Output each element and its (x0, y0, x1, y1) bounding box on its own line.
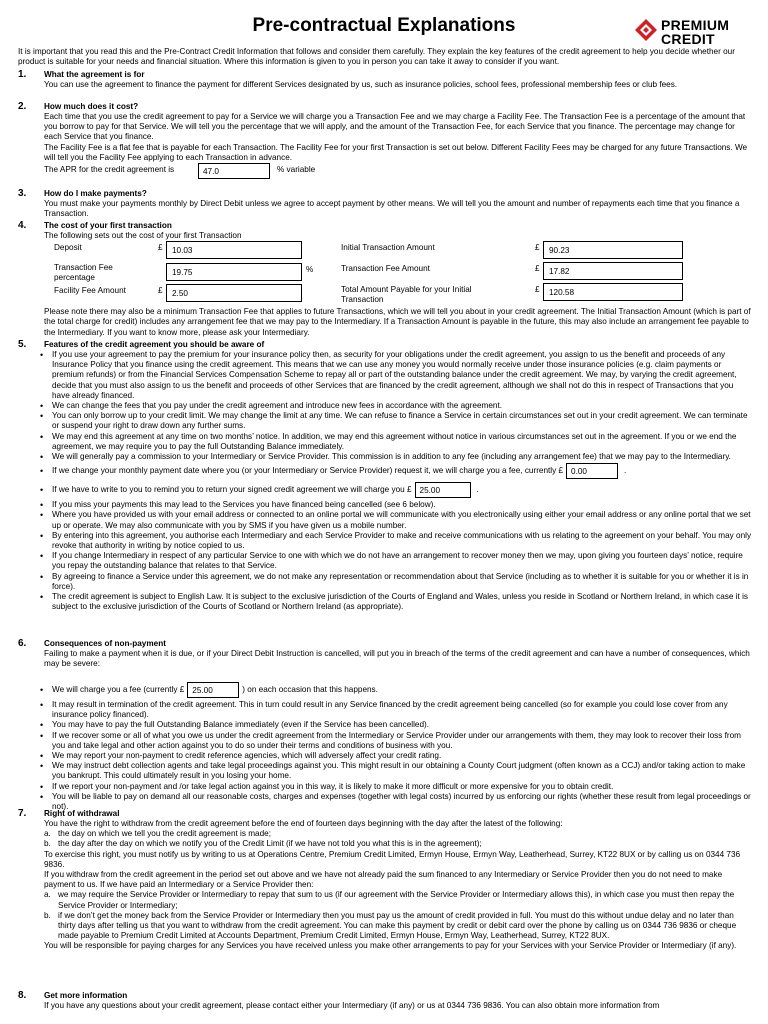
item-text: If we change your monthly payment date where you (or your Intermediary or Service Provider) request it, we will charge you a fee, currently £ (52, 466, 564, 476)
item-text-end: . (476, 485, 479, 495)
item-text-end: ) on each occasion that this happens. (242, 685, 378, 694)
section-body (38, 350, 752, 612)
item-text: We will charge you a fee (currently £ (52, 685, 185, 694)
list-item (38, 680, 752, 700)
list-item (38, 480, 752, 500)
transaction-fee-percentage-field: 19.75 (166, 263, 302, 281)
transaction-fee-amount-field: 17.82 (543, 262, 683, 280)
intro-paragraph: It is important that you read this and the Pre-Contract Credit Information that follows and consider them carefully. They explain the key features of the credit agreement to help you decide whether our product is suitable for your needs and financial situation. Where this information is given to you in person you can take it away to consider if you want. (18, 47, 735, 67)
section-number: 8. (18, 990, 27, 1001)
pound-sign: £ (535, 264, 540, 274)
list-item: • If you change Intermediary in respect of any particular Service to one with which we do not have an arrangement to recover money then we may, upon giving you fourteen days’ notice, require you repay the outstanding balance that relates to that Service. (38, 551, 752, 571)
list-item: • By entering into this agreement, you authorise each Intermediary and each Service Provider to make and receive communications with us relating to the agreement on your behalf. You may only revoke that authority in writing by notice copied to us. (38, 531, 752, 551)
section-title: Get more information (44, 991, 128, 1000)
diamond-logo-icon (634, 18, 658, 46)
list-item: • If we recover some or all of what you owe us under the credit agreement from the Intermediary or Service Provider under our arrangements with them, they may look to recover their loss from you and take legal and other action against you to do so under their terms and conditions of business with you. (38, 731, 752, 751)
pound-sign: £ (535, 285, 540, 295)
section-title: Right of withdrawal (44, 809, 120, 818)
section-body: You can use the agreement to finance the payment for different Services designated by us, such as insurance policies, school fees, professional membership fees or club fees. (44, 80, 678, 89)
consequence-list (38, 680, 752, 812)
consequence-list-wrap (38, 680, 752, 812)
item-marker: b. (44, 839, 51, 849)
section-body (44, 231, 752, 338)
total-amount-label: Total Amount Payable for your Initial Transaction (341, 285, 472, 305)
list-item: • Where you have provided us with your email address or connected to an online portal we will communicate with you electronically using either your email address or any online portal that we set up or operate. We may also communicate with you by SMS if you have given us a mobile number. (38, 510, 752, 530)
paragraph: Each time that you use the credit agreement to pay for a Service we will charge you a Transaction Fee and we may charge a Facility Fee. The Transaction Fee is a percentage of the amount that you borrow to pay for that Service. We will tell you the percentage that we will apply, and the amount of the Transaction Fee, for each Service that you finance. The percentage may change for each Service that you finance. (44, 112, 746, 142)
list-item: • If you use your agreement to pay the premium for your insurance policy then, as security for your obligations under the credit agreement, you assign to us the benefit and proceeds of any Insurance Policy that you finance using the credit agreement. This means that we can use any money you would normally receive under those insurance policies (e.g. claim payments or premium refunds) or from the Financial Services Compensation Scheme to repay all or part of the outstanding balance under the credit agreement. We may, by varying the credit agreement, decide that you must also assign to us the benefit and proceeds of other Services that are financed by the credit agreement, although we shall not do this in respect of Transactions that you have already financed. (38, 350, 752, 401)
brand-line-1: PREMIUM (661, 17, 730, 33)
apr-label: The APR for the credit agreement is (44, 165, 175, 175)
section-body: If you have any questions about your credit agreement, please contact either your Intermediary (if any) or us at 0344 736 9836. You can also obtain more information from (44, 1001, 660, 1010)
section-number: 3. (18, 188, 27, 199)
paragraph: Failing to make a payment when it is due, or if your Direct Debit Instruction is cancelled, will put you in breach of the terms of the credit agreement and can have a number of consequences, which may be severe: (44, 649, 750, 669)
item-text: we may require the Service Provider or Intermediary to repay that sum to us (if our agreement with the Service Provider or Intermediary allows this), in which case you must then repay the Service Provider or Intermediary; (58, 890, 735, 910)
list-item: • By agreeing to finance a Service under this agreement, we do not make any representation or recommendation about that Service (including as to whether it is suitable for you or whether it is in force). (38, 572, 752, 592)
apr-suffix: % variable (277, 165, 316, 175)
list-item (44, 839, 752, 849)
section-number: 6. (18, 638, 27, 649)
facility-fee-label: Facility Fee Amount (54, 286, 126, 296)
repayment-list (44, 890, 752, 941)
withdrawal-start-list (44, 829, 752, 849)
apr-row (44, 163, 752, 181)
section-number: 2. (18, 101, 27, 112)
item-text: if we don’t get the money back from the Service Provider or Intermediary then you must pay us the amount of credit provided in full. You must do this without undue delay and no later than thirty days after telling us that you want to withdraw from the credit agreement. You can make this payment by credit or debit card over the phone by calling us on 0344 736 9836 or cheque made payable to Premium Credit Limited at Accounts Department, Premium Credit Limited, Ermyn House, Ermyn Way, Leatherhead, Surrey, KT22 8UX. (58, 910, 737, 941)
list-item: • The credit agreement is subject to English Law. It is subject to the exclusive jurisdiction of the Courts of England and Wales, unless you reside in Scotland or Northern Ireland, in which case it is subject to the exclusive jurisdiction of the Courts of Scotland or Northern Ireland (as appropriate). (38, 592, 752, 612)
list-item (44, 890, 752, 910)
initial-transaction-field: 90.23 (543, 241, 683, 259)
list-item: • We will generally pay a commission to your Intermediary or Service Provider. This commission is in addition to any fee (including any arrangement fee) that we may pay to the Intermediary. (38, 452, 752, 462)
section-title: The cost of your first transaction (44, 221, 172, 230)
deposit-field: 10.03 (166, 241, 302, 259)
section-body (44, 649, 752, 669)
section-number: 7. (18, 808, 27, 819)
list-item: • We may instruct debt collection agents and take legal proceedings against you. This might result in our obtaining a County Court judgment (often known as a CCJ) and/or taking action to make you bankrupt. This could ultimately result in you losing your home. (38, 761, 752, 781)
pound-sign: £ (158, 286, 163, 296)
feature-list (38, 350, 752, 612)
list-item: • If we report your non-payment and /or take legal action against you in this way, it is likely to make it more difficult or more expensive for you to obtain credit. (38, 782, 752, 792)
paragraph: You will be responsible for paying charges for any Services you have received unless you make other arrangements to pay for your Services with your Service Provider or Intermediary (if any). (44, 941, 737, 951)
section-body (44, 819, 752, 952)
list-item: • You can only borrow up to your credit limit. We may change the limit at any time. We can refuse to finance a Service in certain circumstances set out in your credit agreement. We can terminate or suspend your right to draw down any further sums. (38, 411, 752, 431)
paragraph: The Facility Fee is a flat fee that is payable for each Transaction. The Facility Fee for your first Transaction is set out below. Different Facility Fees may be charged for any future Transactions. We will tell you the Facility Fee applying to each Transaction in advance. (44, 142, 748, 162)
section-body (44, 112, 752, 181)
section-number: 1. (18, 69, 27, 80)
transaction-fee-percentage-label: Transaction Fee percentage (54, 263, 113, 283)
section-number: 5. (18, 339, 27, 350)
pound-sign: £ (535, 243, 540, 253)
apr-field: 47.0 (198, 163, 270, 179)
item-marker: b. (44, 910, 51, 920)
change-date-fee-field: 0.00 (566, 463, 618, 479)
list-item: • You may have to pay the full Outstanding Balance immediately (even if the Service has been cancelled). (38, 720, 752, 730)
cost-note: Please note there may also be a minimum Transaction Fee that applies to future Transactions, which we will tell you about in your credit agreement. The Initial Transaction Amount (which is part of the total charge for credit) includes any arrangement fee that we may pay to the Intermediary. If a Transaction Amount is payable in the future, this may also include an arrangement fee payable to the Intermediary. If you want to know more, please ask your Intermediary. (44, 307, 751, 337)
facility-fee-field: 2.50 (166, 284, 302, 302)
list-item (44, 911, 752, 942)
section-title: How much does it cost? (44, 102, 139, 111)
list-item: • We may end this agreement at any time on two months’ notice. In addition, we may end this agreement without notice in various circumstances set out in the agreement. If you or we end the agreement, we may require you to pay the full Outstanding Balance immediately. (38, 432, 752, 452)
item-text: If we have to write to you to remind you to return your signed credit agreement we will charge you £ (52, 485, 412, 495)
pound-sign: £ (158, 243, 163, 253)
page-title: Pre-contractual Explanations (252, 15, 516, 36)
paragraph: If you withdraw from the credit agreement in the period set out above and we have not already paid the sum financed to any Intermediary or Service Provider then you do not need to make payment to us. If we have paid an Intermediary or a Service Provider then: (44, 870, 723, 890)
initial-transaction-label: Initial Transaction Amount (341, 243, 435, 253)
section-body: You must make your payments monthly by Direct Debit unless we agree to accept payment by other means. We will tell you the amount and number of repayments each time that you finance a Transaction. (44, 199, 740, 219)
brand-line-2: CREDIT (661, 31, 715, 47)
missed-payment-fee-field: 25.00 (187, 682, 239, 698)
list-item (38, 462, 752, 480)
section-number: 4. (18, 220, 27, 231)
list-item: • You will be liable to pay on demand all our reasonable costs, charges and expenses (together with legal costs) incurred by us enforcing our rights (whether these result from legal proceedings or not). (38, 792, 752, 812)
transaction-fee-amount-label: Transaction Fee Amount (341, 264, 430, 274)
item-text: the day after the day on which we notify you of the Credit Limit (if we have not told you what this is in the agreement); (58, 839, 482, 849)
item-text-end: . (624, 466, 627, 476)
percent-sign: % (306, 265, 314, 275)
premium-credit-logo (634, 18, 758, 48)
paragraph: To exercise this right, you must notify us by writing to us at Operations Centre, Premium Credit Limited, Ermyn House, Ermyn Way, Leatherhead, Surrey, KT22 8UX or by calling us on 0344 736 9836. (44, 849, 741, 869)
list-item: • If you miss your payments this may lead to the Services you have financed being cancelled (see 6 below). (38, 500, 752, 510)
paragraph: You have the right to withdraw from the credit agreement before the end of fourteen days beginning with the day after the latest of the following: (44, 819, 563, 828)
section-title: What the agreement is for (44, 70, 145, 79)
section-title: How do I make payments? (44, 189, 147, 198)
list-item: • We may report your non-payment to credit reference agencies, which will adversely affect your credit rating. (38, 751, 752, 761)
deposit-label: Deposit (54, 243, 82, 253)
item-marker: a. (44, 829, 51, 839)
cost-subtitle: The following sets out the cost of your first Transaction (44, 231, 242, 240)
item-marker: a. (44, 890, 51, 900)
list-item (44, 829, 752, 839)
list-item: • We can change the fees that you pay under the credit agreement and introduce new fees in accordance with the agreement. (38, 401, 752, 411)
reminder-fee-field: 25.00 (415, 482, 471, 498)
total-amount-field: 120.58 (543, 283, 683, 301)
section-title: Consequences of non-payment (44, 639, 166, 648)
section-title: Features of the credit agreement you should be aware of (44, 340, 265, 349)
item-text: the day on which we tell you the credit agreement is made; (58, 829, 271, 839)
cost-table (44, 241, 752, 305)
list-item: • It may result in termination of the credit agreement. This in turn could result in any Service financed by the credit agreement being cancelled (so for example you could lose cover from any insurance policy financed). (38, 700, 752, 720)
